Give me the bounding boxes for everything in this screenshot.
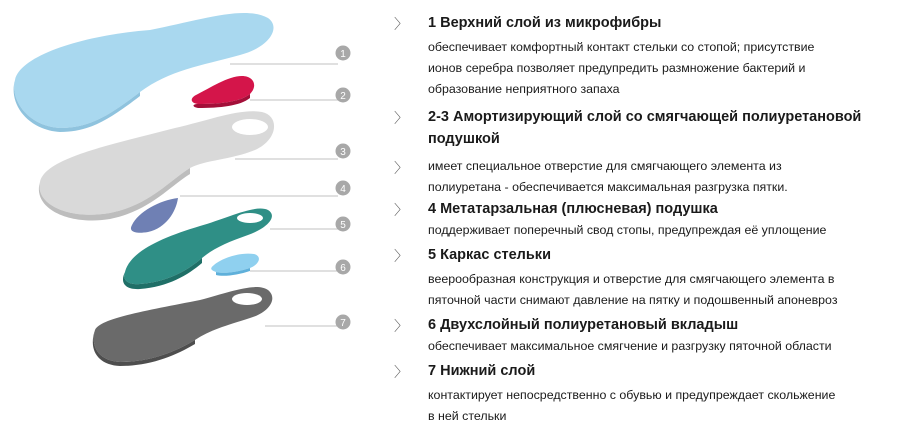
marker-2 [336, 88, 351, 103]
layer-5-title: 5 Каркас стельки [428, 247, 551, 263]
layer-1-desc-line-1: обеспечивает комфортный контакт стельки со стопой; присутствие [428, 40, 815, 54]
layer-4-description [394, 198, 894, 241]
layer-7-desc-line-2: в ней стельки [428, 409, 507, 423]
chevron-right-icon: 〉 [394, 318, 408, 334]
layer-7-description [394, 360, 894, 427]
chevron-right-icon: 〉 [394, 202, 408, 218]
marker-5 [336, 217, 351, 232]
layer-markers [336, 46, 351, 330]
layer-7-desc-line-1: контактирует непосредственно с обувью и предупреждает скольжение [428, 388, 836, 402]
layer-6-title: 6 Двухслойный полиуретановый вкладыш [428, 317, 739, 333]
svg-text:3: 3 [340, 147, 346, 158]
chevron-right-icon: 〉 [394, 160, 408, 176]
layer-1-desc-line-3: образование неприятного запаха [428, 82, 620, 96]
layer-7-bottom [93, 287, 273, 366]
marker-1 [336, 46, 351, 61]
layer-5-desc-line-2: пяточной части снимают давление на пятку и подошвенный апоневроз [428, 293, 838, 307]
layer-7-title: 7 Нижний слой [428, 363, 536, 379]
layer-2-heel-cushion [192, 76, 254, 108]
svg-text:2: 2 [340, 91, 346, 102]
layer-4-title: 4 Метатарзальная (плюсневая) подушка [428, 201, 718, 217]
layer-2-3-description [394, 106, 894, 150]
chevron-right-icon: 〉 [394, 364, 408, 380]
layer-2-3-title-line-2: подушкой [428, 131, 500, 147]
svg-text:6: 6 [340, 263, 346, 274]
layer-5-description [394, 244, 894, 311]
layer-1-title: 1 Верхний слой из микрофибры [428, 15, 662, 31]
marker-4 [336, 181, 351, 196]
svg-text:1: 1 [340, 49, 346, 60]
layer-4-desc-line-1: поддерживает поперечный свод стопы, предупреждая её уплощение [428, 223, 827, 237]
chevron-right-icon: 〉 [394, 248, 408, 264]
layer-6-insert [211, 254, 259, 276]
layer-descriptions [394, 12, 894, 427]
marker-3 [336, 144, 351, 159]
layer-5-desc-line-1: веерообразная конструкция и отверстие для смягчающего элемента в [428, 272, 835, 286]
svg-text:4: 4 [340, 184, 346, 195]
layer-2-3-desc-line-2: полиуретана - обеспечивается максимальная разгрузка пятки. [428, 180, 788, 194]
svg-text:5: 5 [340, 220, 346, 231]
layer-1-desc-line-2: ионов серебра позволяет предупредить размножение бактерий и [428, 61, 806, 75]
marker-6 [336, 260, 351, 275]
chevron-right-icon: 〉 [394, 110, 408, 126]
layer-2-3-title-line-1: 2-3 Амортизирующий слой со смягчающей полиуретановой [428, 109, 862, 125]
insole-layers-diagram [0, 0, 380, 429]
chevron-right-icon: 〉 [394, 16, 408, 32]
layer-1-description [394, 12, 894, 100]
svg-text:7: 7 [340, 318, 346, 329]
layer-6-desc-line-1: обеспечивает максимальное смягчение и разгрузку пяточной области [428, 339, 832, 353]
layer-2-3-desc-line-1: имеет специальное отверстие для смягчающего элемента из [428, 159, 782, 173]
layer-2-3-desc [394, 156, 894, 198]
layer-6-description [394, 314, 894, 357]
marker-7 [336, 315, 351, 330]
